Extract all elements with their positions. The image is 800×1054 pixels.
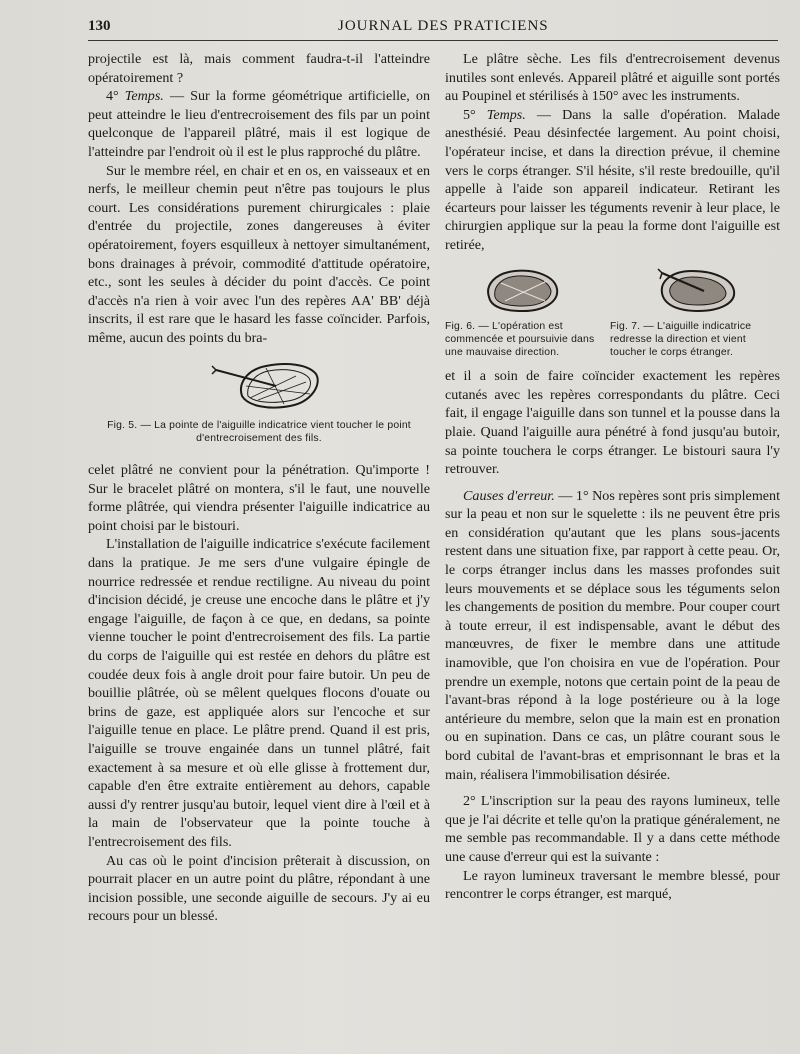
figure-5 <box>88 354 430 446</box>
journal-title: JOURNAL DES PRATICIENS <box>338 18 549 34</box>
right-paragraph-4 <box>445 487 780 785</box>
right-paragraph-2 <box>445 106 780 255</box>
section-text: — 1° Nos repères sont pris simplement sur la peau et non sur le squelette : ils ne peuvent être pris en considération qu'autant que les plans sous-jacents restent dans une situation fixe, par rapport à cette peau. Or, le corps étranger inclus dans les masses profondes suit leurs mouvements et se déplace sous les téguments selon les changements de position du membre. Pour couper court à toute erreur, il est indispensable, avant le début des manœuvres, de fixer le membre dans une attitude inamovible, que l'on choisira en vue de l'opération. Pour prendre un exemple, notons que certain point de la peau de l'avant-bras répond à la loge postérieure ou à la loge antérieure du membre, selon que la main est en pronation ou en supination. Dans ce cas, un plâtre courant sous le bord cubital de l'avant-bras et emprisonnant le bras et la main, réalisera l'immobilisation désirée. <box>445 487 780 783</box>
left-paragraph-6: Au cas où le point d'incision prêterait à discussion, on pourrait placer en un autre point du plâtre, répondant à une incision possible, une seconde aiguille de secours. J'y ai eu recours pour un blessé. <box>88 852 430 925</box>
figure-5-illustration <box>88 354 430 414</box>
left-column <box>88 50 430 926</box>
step-text: — Dans la salle d'opération. Malade anesthésié. Peau désinfectée largement. Au point choisi, l'opérateur incise, et dans la direction prévue, il chemine vers le corps étranger. S'il hésite, s'il reste bredouille, qu'il appelle à l'aide son appareil indicateur. Retirant les écarteurs pour laisser les téguments revenir à leur place, le chirurgien applique sur la peau la forme dont l'aiguille est retirée, <box>445 106 780 253</box>
page-number: 130 <box>88 18 111 34</box>
step-text: — Sur la forme géométrique artificielle, on peut atteindre le lieu d'entrecroisement des fils par un point quelconque de l'appareil plâtré, mais il est logique de l'atteindre par l'endroit où il est le plus rapproché du plâtre. <box>88 88 430 160</box>
spacer <box>445 359 780 367</box>
figure-7-illustration <box>610 263 780 315</box>
left-paragraph-3: Sur le membre réel, en chair et en os, en vaisseaux et en nerfs, le meilleur chemin peut n'être pas toujours le plus court. Les considérations purement chirurgicales : plaie d'entrée du projectile, zones dangereuses à éviter opératoirement, foyers esquilleux à nettoyer simultanément, bons drainages à prévoir, commodité d'attitude opératoire, etc., sont les seules à décider du point d'accès. Ce point d'accès n'a rien à voir avec l'un des repères AA' BB' déjà inscrits, il est rare que le hasard les fasse coïncider. Parfois, même, aucun des points du bra- <box>88 162 430 346</box>
step-heading: Temps. <box>486 106 526 123</box>
spacer <box>445 479 780 487</box>
step-number: 4° <box>106 88 125 105</box>
right-paragraph-5: 2° L'inscription sur la peau des rayons lumineux, telle que je l'ai décrite et telle qu'on la pratique généralement, ne me semble pas recommandable. Il y a dans cette méthode une cause d'erreur qui est la suivante : <box>445 793 780 865</box>
spacer <box>445 784 780 792</box>
spacer <box>88 449 430 461</box>
running-header <box>88 18 778 41</box>
figure-7-caption: Fig. 7. — L'aiguille indicatrice redresse la direction et vient toucher le corps étranger. <box>610 321 752 359</box>
left-paragraph-5: L'installation de l'aiguille indicatrice s'exécute facilement dans la pratique. Je me sers d'une vulgaire épingle de nourrice redressée et rendue rectiligne. Au niveau du point d'incision décidé, je creuse une encoche dans le plâtre et j'y engage l'aiguille, de façon à ce que, en dedans, sa pointe vienne toucher le point d'entrecroisement des fils. La partie du corps de l'aiguille qui est restée en dehors du plâtre est coudée deux fois à angle droit pour faire butoir. Un peu de bouillie plâtrée, où se mêlent quelques flocons d'ouate ou brins de gaze, est appliquée alors sur l'encoche et sur l'aiguille tenue en place. Le plâtre prend. Quand il est pris, l'aiguille se trouve engainée dans un tunnel plâtré, fait exactement à sa mesure et où elle glisse à frottement dur, capable d'en être extraite entièrement au dehors, capable aussi d'y rentrer jusqu'au butoir, lequel vient dire à l'œil et à la main de l'observateur que la pointe touche à l'entrecroisement des fils. <box>88 536 430 850</box>
figure-5-caption: Fig. 5. — La pointe de l'aiguille indicatrice vient toucher le point d'entrecroisement des fils. <box>107 420 411 445</box>
step-number: 5° <box>463 106 487 123</box>
left-paragraph-4: celet plâtré ne convient pour la pénétration. Qu'importe ! Sur le bracelet plâtré on montera, s'il le faut, une nouvelle forme plâtrée, qui viendra présenter l'aiguille indicatrice au point choisi par le bistouri. <box>88 462 430 534</box>
figure-7 <box>610 263 780 360</box>
step-heading: Temps. <box>124 88 164 105</box>
left-paragraph-1: projectile est là, mais comment faudra-t-il l'atteindre opératoirement ? <box>88 51 430 86</box>
figure-6-caption: Fig. 6. — L'opération est commencée et poursuivie dans une mauvaise direction. <box>445 321 595 359</box>
section-heading: Causes d'erreur. <box>463 487 555 504</box>
right-paragraph-1: Le plâtre sèche. Les fils d'entrecroisement devenus inutiles sont enlevés. Appareil plâtré et aiguille sont portés au Poupinel et stérilisés à 150° avec les instruments. <box>445 51 780 105</box>
figures-6-7 <box>445 263 780 360</box>
right-column <box>445 50 780 904</box>
left-paragraph-2 <box>88 87 430 161</box>
right-paragraph-6: Le rayon lumineux traversant le membre blessé, pour rencontrer le corps étranger, est marqué, <box>445 867 780 903</box>
figure-6-illustration <box>445 263 605 315</box>
right-paragraph-3: et il a soin de faire coïncider exactement les repères cutanés avec les repères correspondants du plâtre. Ceci fait, il engage l'aiguille dans son tunnel et la pousse dans la plaie. Quand l'aiguille aura pénétré à fond jusqu'au butoir, sa pointe touchera le corps étranger. Le bistouri saura l'y retrouver. <box>445 368 780 478</box>
figure-6 <box>445 263 605 360</box>
